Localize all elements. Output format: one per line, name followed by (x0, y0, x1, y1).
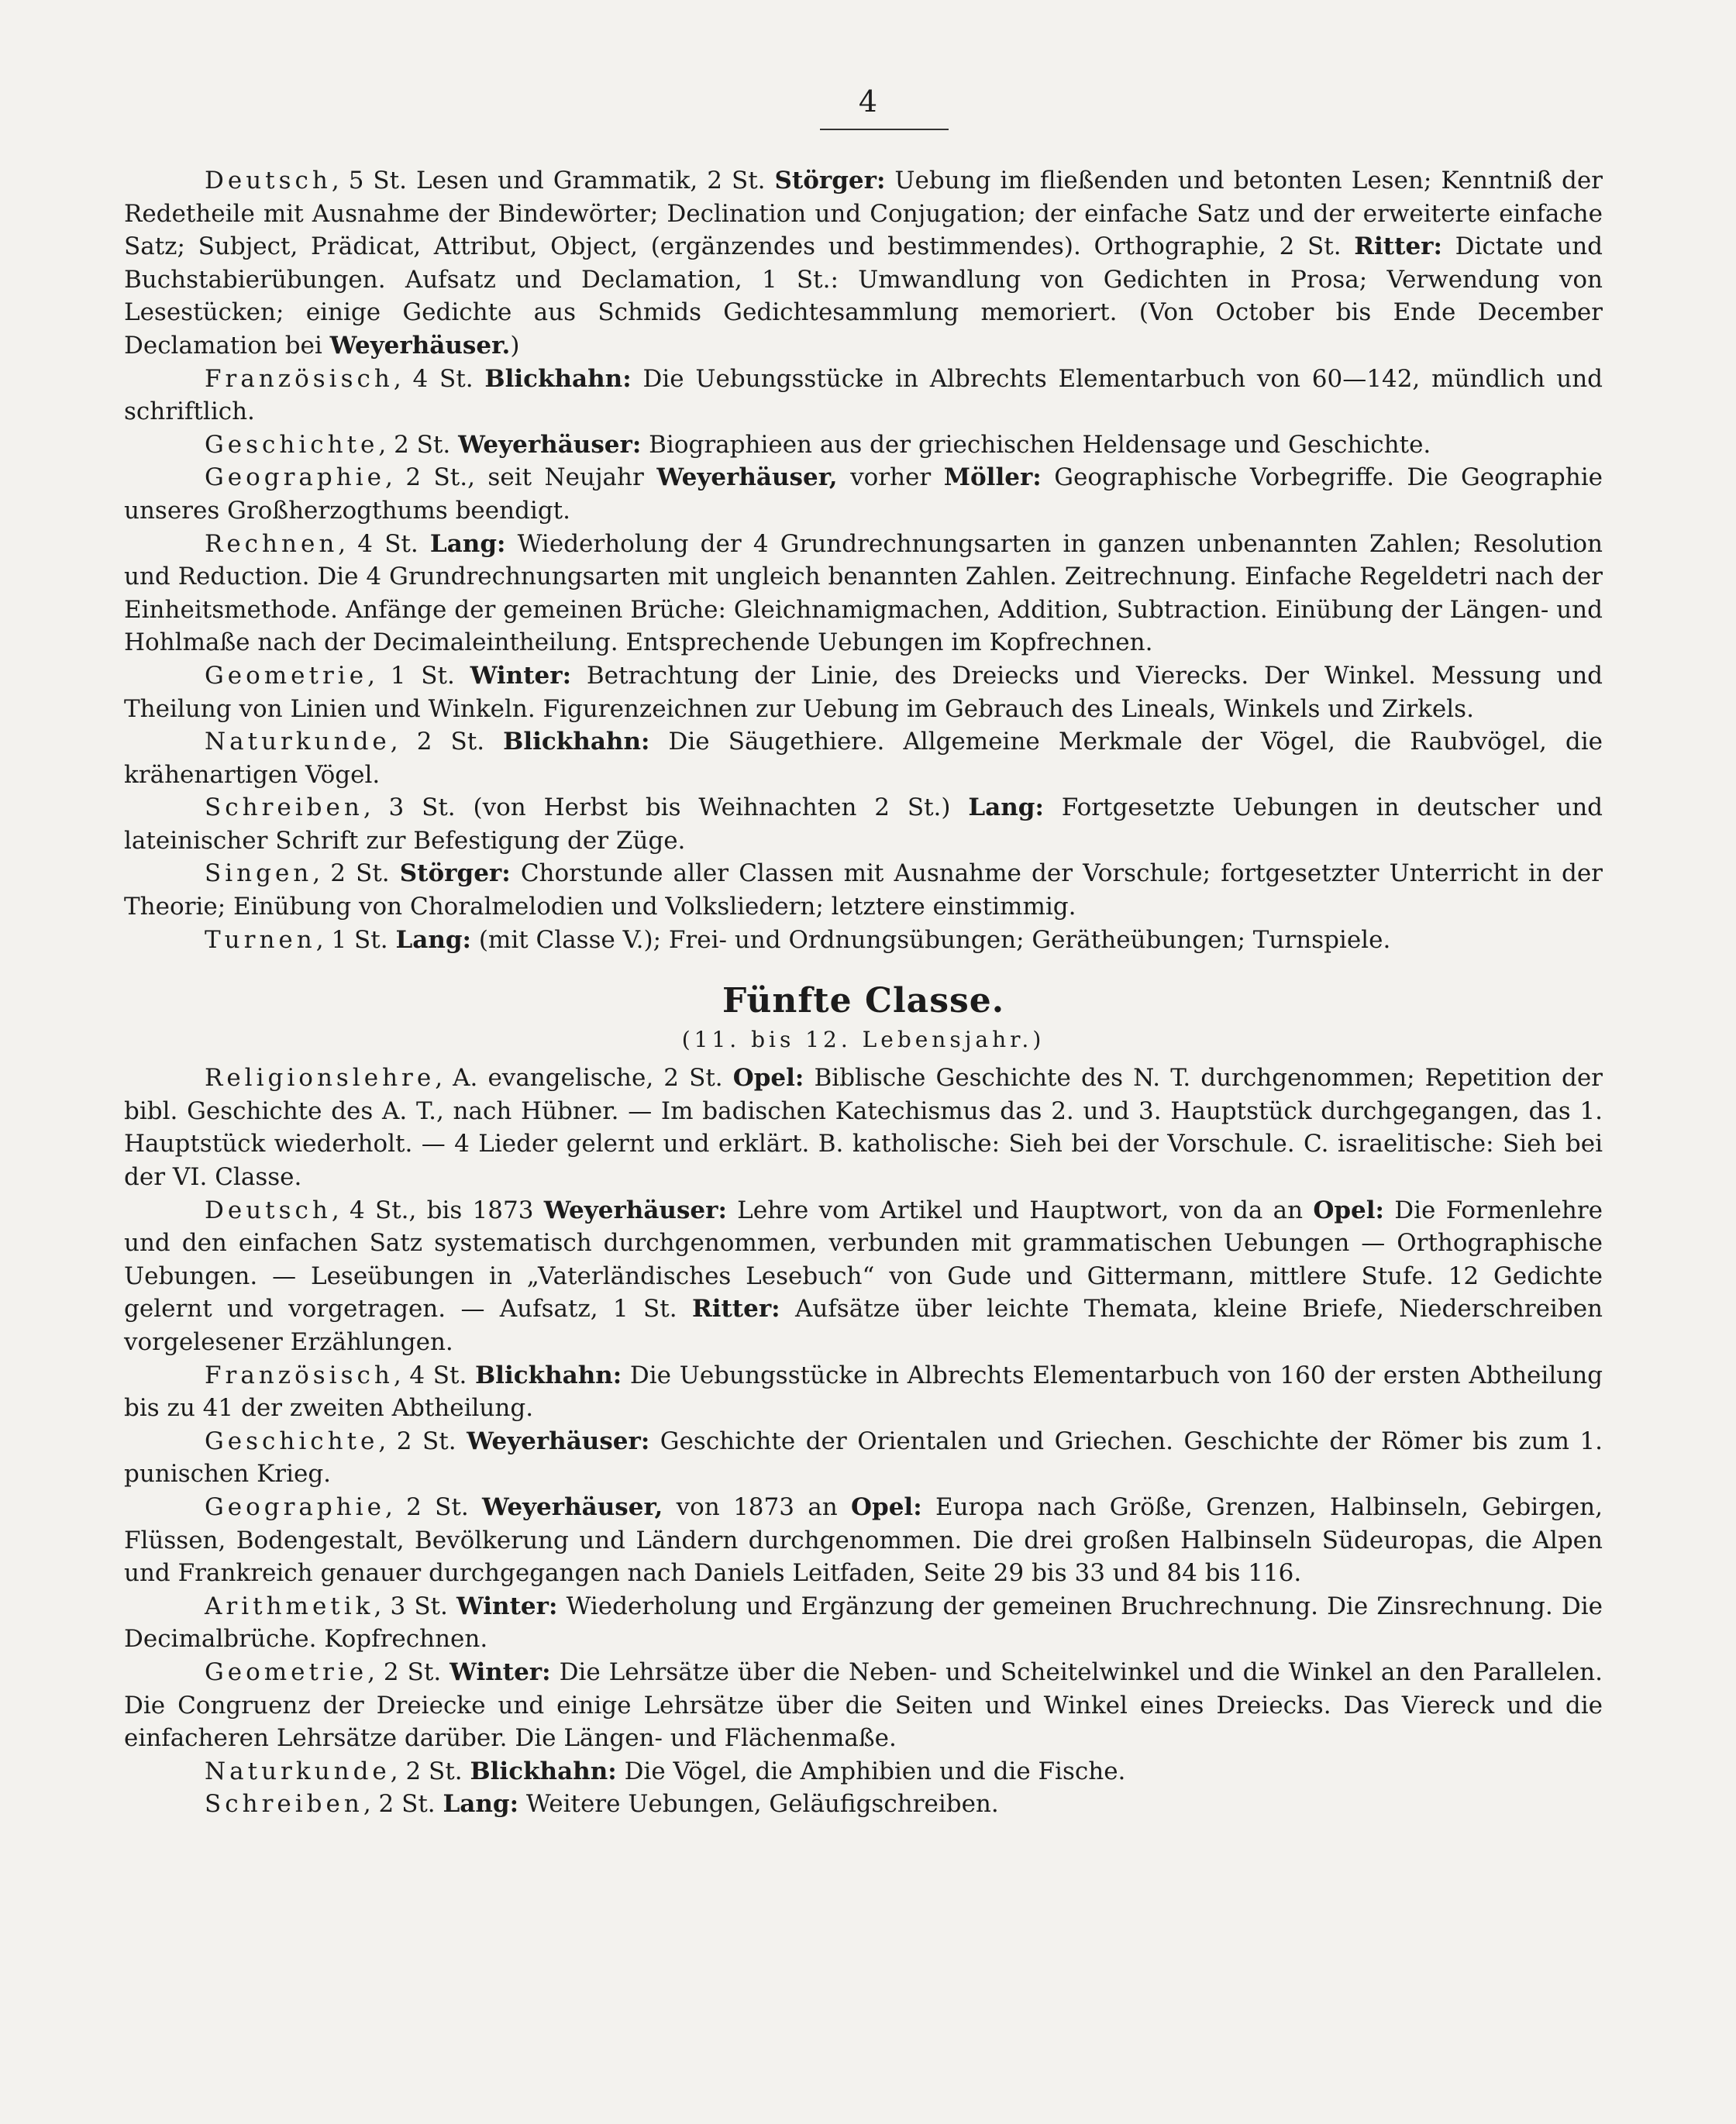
section-title: Fünfte Classe. (722, 981, 1005, 1021)
paragraph-text: Aufsätze über leichte Themata, kleine Briefe, Niederschreiben vorgelesener Erzählungen. (124, 1295, 1603, 1356)
paragraph-text: , 4 St. (393, 364, 485, 393)
paragraph-text: , 2 St. (378, 430, 459, 459)
course-paragraph (124, 429, 1603, 462)
subject-name: Geometrie (205, 661, 368, 690)
subject-name: Schreiben (205, 1790, 363, 1819)
subject-name: Arithmetik (205, 1592, 374, 1620)
teacher-name: Weyerhäuser: (458, 430, 642, 459)
paragraph-text: Wiederholung der 4 Grundrechnungsarten in ganzen unbenannten Zahlen; Resolution und Reduction. Die 4 Grundrechnungsarten mit ungleich benannten Zahlen. Zeitrechnung. Einfache Regeldetri nach der Einheitsmethode. Anfänge der gemeinen Brüche: Gleichnamigmachen, Addition, Subtraction. Einübung der Längen- und Hohlmaße nach der Decimaleintheilung. Entsprechende Uebungen im Kopfrechnen. (124, 529, 1603, 657)
paragraph-text: , 5 St. Lesen und Grammatik, 2 St. (331, 167, 775, 194)
course-paragraph (124, 461, 1603, 527)
teacher-name: Weyerhäuser, (482, 1492, 663, 1521)
paragraph-text: Die Formenlehre und den einfachen Satz systematisch durchgenommen, verbunden mit grammatischen Uebungen — Orthographische Uebungen. — Leseübungen in „Vaterländisches Lesebuch“ von Gude und Gittermann, mittlere Stufe. 12 Gedichte gelernt und vorgetragen. — Aufsatz, 1 St. (124, 1196, 1603, 1324)
paragraph-text: Fortgesetzte Uebungen in deutscher und lateinischer Schrift zur Befestigung der Züge. (124, 793, 1603, 855)
teacher-name: Weyerhäuser, (656, 463, 838, 492)
course-paragraph (124, 1491, 1603, 1590)
subject-name: Deutsch (205, 167, 332, 194)
paragraph-text: , 3 St. (374, 1592, 457, 1620)
subject-name: Geschichte (205, 430, 379, 459)
paragraph-text: , 2 St., seit Neujahr (385, 463, 657, 492)
subject-name: Schreiben (205, 793, 363, 822)
teacher-name: Lang: (429, 529, 506, 558)
paragraph-text: Die Uebungsstücke in Albrechts Elementarbuch von 60—142, mündlich und schriftlich. (124, 364, 1603, 426)
paragraph-text: , 2 St. (390, 728, 504, 756)
page-number: 4 (858, 84, 878, 119)
paragraph-text: Die Säugethiere. Allgemeine Merkmale der Vögel, die Raubvögel, die krähenartigen Vögel. (124, 728, 1603, 789)
paragraph-text: , 4 St. (393, 1361, 475, 1389)
paragraph-text: Wiederholung und Ergänzung der gemeinen Bruchrechnung. Die Zinsrechnung. Die Decimalbrüche. Kopfrechnen. (124, 1592, 1603, 1654)
subject-name: Naturkunde (205, 728, 391, 756)
course-paragraph (124, 659, 1603, 725)
paragraph-text: Chorstunde aller Classen mit Ausnahme der Vorschule; fortgesetzter Unterricht in der Theorie; Einübung von Choralmelodien und Volksliedern; letztere einstimmig. (124, 859, 1603, 921)
teacher-name: Ritter: (691, 1295, 780, 1324)
course-paragraph (124, 164, 1603, 363)
teacher-name: Blickhahn: (470, 1757, 617, 1785)
paragraph-text: Die Uebungsstücke in Albrechts Elementarbuch von 160 der ersten Abtheilung bis zu 41 der zweiten Abtheilung. (124, 1361, 1603, 1423)
teacher-name: Blickhahn: (484, 364, 632, 393)
subject-name: Deutsch (205, 1196, 332, 1224)
course-paragraph (124, 363, 1603, 429)
paragraph-text: Dictate und Buchstabierübungen. Aufsatz und Declamation, 1 St.: Umwandlung von Gedichten in Prosa; Verwendung von Lesestücken; einige Gedichte aus Schmids Gedichtesammlung memoriert. (Von October bis Ende December Declamation bei (124, 232, 1603, 360)
document-body (124, 164, 1603, 1821)
paragraph-text: , 1 St. (367, 661, 470, 690)
paragraph-text: , 3 St. (von Herbst bis Weihnachten 2 St.) (363, 793, 969, 822)
course-paragraph (124, 1425, 1603, 1491)
header-rule (820, 129, 949, 130)
teacher-name: Lang: (443, 1790, 519, 1819)
paragraph-text: vorher (837, 463, 944, 492)
section-subtitle: (11. bis 12. Lebensjahr.) (681, 1027, 1045, 1053)
paragraph-text: Die Lehrsätze über die Neben- und Scheitelwinkel und die Winkel an den Parallelen. Die Congruenz der Dreiecke und einige Lehrsätze über die Seiten und Winkel eines Dreiecks. Das Viereck und die einfacheren Lehrsätze darüber. Die Längen- und Flächenmaße. (124, 1658, 1603, 1753)
course-paragraph (124, 791, 1603, 857)
course-paragraph (124, 924, 1603, 957)
paragraph-text: , A. evangelische, 2 St. (435, 1064, 733, 1093)
course-paragraph (124, 1755, 1603, 1788)
course-paragraph (124, 1062, 1603, 1193)
paragraph-text: , 1 St. (315, 925, 396, 954)
teacher-name: Weyerhäuser: (543, 1196, 727, 1224)
course-paragraph (124, 1788, 1603, 1821)
paragraph-text: Die Vögel, die Amphibien und die Fische. (616, 1757, 1126, 1785)
paragraph-text: , 4 St., bis 1873 (331, 1196, 544, 1224)
subject-name: Geschichte (205, 1427, 379, 1455)
course-paragraph (124, 857, 1603, 923)
paragraph-text: Biblische Geschichte des N. T. durchgenommen; Repetition der bibl. Geschichte des A. T., nach Hübner. — Im badischen Katechismus das 2. und 3. Hauptstück durchgegangen, das 1. Hauptstück wiederholt. — 4 Lieder gelernt und erklärt. B. katholische: Sieh bei der Vorschule. C. israelitische: Sieh bei der VI. Classe. (124, 1064, 1603, 1192)
subject-name: Rechnen (205, 529, 339, 558)
subject-name: Religionslehre (205, 1064, 436, 1093)
course-paragraph (124, 1359, 1603, 1425)
paragraph-text: Europa nach Größe, Grenzen, Halbinseln, Gebirgen, Flüssen, Bodengestalt, Bevölkerung und Ländern durchgenommen. Die drei großen Halbinseln Südeuropas, die Alpen und Frankreich genauer durchgegangen nach Daniels Leitfaden, Seite 29 bis 33 und 84 bis 116. (124, 1492, 1603, 1588)
subject-name: Französisch (205, 1361, 394, 1389)
paragraph-text: , 2 St. (312, 859, 400, 888)
paragraph-text: Uebung im fließenden und betonten Lesen; Kenntniß der Redetheile mit Ausnahme der Bindewörter; Declination und Conjugation; der einfache Satz und der erweiterte einfache Satz; Subject, Prädicat, Attribut, Object, (ergänzendes und bestimmendes). Orthographie, 2 St. (124, 167, 1603, 261)
paragraph-text: , 4 St. (338, 529, 430, 558)
teacher-name: Winter: (470, 661, 572, 690)
teacher-name: Weyerhäuser: (467, 1427, 650, 1455)
subject-name: Geographie (205, 1492, 385, 1521)
course-paragraph (124, 725, 1603, 791)
subject-name: Französisch (205, 364, 394, 393)
paragraph-text: (mit Classe V.); Frei- und Ordnungsübungen; Gerätheübungen; Turnspiele. (470, 925, 1391, 954)
teacher-name: Störger: (774, 167, 886, 194)
paragraph-text: , 2 St. (390, 1757, 470, 1785)
teacher-name: Weyerhäuser. (329, 331, 511, 360)
paragraph-text: , 2 St. (367, 1658, 450, 1686)
teacher-name: Opel: (732, 1064, 804, 1093)
course-paragraph (124, 528, 1603, 659)
teacher-name: Blickhahn: (503, 728, 650, 756)
teacher-name: Winter: (450, 1658, 551, 1686)
paragraph-text: Geschichte der Orientalen und Griechen. Geschichte der Römer bis zum 1. punischen Krieg. (124, 1427, 1603, 1489)
subject-name: Geographie (205, 463, 385, 492)
teacher-name: Opel: (851, 1492, 922, 1521)
teacher-name: Lang: (968, 793, 1044, 822)
paragraph-text: , 2 St. (378, 1427, 467, 1455)
subject-name: Turnen (205, 925, 316, 954)
teacher-name: Ritter: (1354, 232, 1442, 261)
paragraph-text: ) (510, 331, 520, 360)
subject-name: Geometrie (205, 1658, 368, 1686)
teacher-name: Möller: (943, 463, 1042, 492)
teacher-name: Opel: (1313, 1196, 1384, 1224)
paragraph-text: Weitere Uebungen, Geläufigschreiben. (518, 1790, 999, 1819)
teacher-name: Blickhahn: (474, 1361, 622, 1389)
subject-name: Singen (205, 859, 313, 888)
subject-name: Naturkunde (205, 1757, 391, 1785)
paragraph-text: Biographieen aus der griechischen Heldensage und Geschichte. (641, 430, 1431, 459)
paragraph-text: von 1873 an (663, 1492, 852, 1521)
course-paragraph (124, 1194, 1603, 1359)
paragraph-text: , 2 St. (385, 1492, 483, 1521)
paragraph-text: Lehre vom Artikel und Hauptwort, von da an (726, 1196, 1314, 1224)
paragraph-text: Betrachtung der Linie, des Dreiecks und Vierecks. Der Winkel. Messung und Theilung von Linien und Winkeln. Figurenzeichnen zur Uebung im Gebrauch des Lineals, Winkels und Zirkels. (124, 661, 1603, 723)
teacher-name: Winter: (456, 1592, 558, 1620)
teacher-name: Lang: (395, 925, 471, 954)
course-paragraph (124, 1590, 1603, 1656)
paragraph-text: Geographische Vorbegriffe. Die Geographie unseres Großherzogthums beendigt. (124, 463, 1603, 525)
paragraph-text: , 2 St. (363, 1790, 443, 1819)
teacher-name: Störger: (399, 859, 511, 888)
course-paragraph (124, 1656, 1603, 1755)
